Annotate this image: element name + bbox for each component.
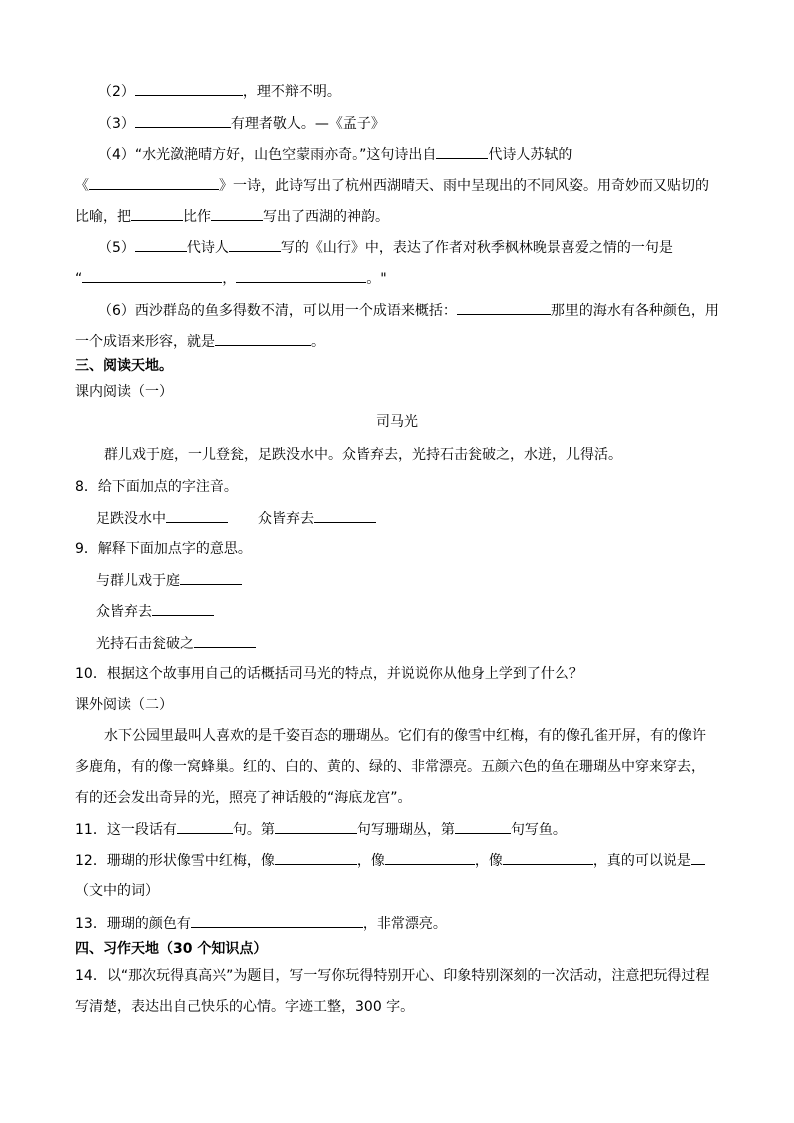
question-6-line-1: （6）西沙群岛的鱼多得数不清，可以用一个成语来概括： 那里的海水有各种颜色，用 [98, 300, 719, 320]
question-4-line-2: 《 》一诗，此诗写出了杭州西湖晴天、雨中呈现出的不同风姿。用奇妙而又贴切的 [75, 175, 709, 195]
answer-blank[interactable] [166, 508, 228, 523]
question-6-line-2: 一个成语来形容，就是 。 [75, 331, 325, 351]
section-3-heading: 三、阅读天地。 [75, 358, 173, 374]
answer-blank[interactable] [177, 819, 233, 834]
answer-blank[interactable] [236, 268, 366, 283]
question-5-line-1: （5） 代诗人 写的《山行》中，表达了作者对秋季枫林晚景喜爱之情的一句是 [98, 237, 673, 257]
answer-blank[interactable] [436, 144, 488, 159]
question-8-items: 足跌没水中 众皆弃去 [96, 508, 376, 528]
question-13: 13．珊瑚的颜色有 ，非常漂亮。 [75, 913, 447, 933]
passage-2-line-1: 水下公园里最叫人喜欢的是千姿百态的珊瑚丛。它们有的像雪中红梅，有的像孔雀开屏，有的像许 [104, 728, 706, 744]
answer-blank[interactable] [180, 570, 242, 585]
question-9-a: 与群儿戏于庭 [96, 570, 242, 590]
question-2: （2） ，理不辩不明。 [98, 81, 341, 101]
passage-2-line-3: 有的还会发出奇异的光，照亮了神话般的“海底龙宫”。 [75, 790, 412, 806]
answer-blank[interactable] [229, 237, 281, 252]
question-9-b: 众皆弃去 [96, 601, 214, 621]
question-4-line-3: 比喻，把 比作 写出了西湖的神韵。 [75, 206, 389, 226]
answer-blank[interactable] [215, 331, 311, 346]
section-4-heading: 四、习作天地（30 个知识点） [75, 941, 268, 957]
passage-text: 群儿戏于庭，一儿登瓮，足跌没水中。众皆弃去，光持石击瓮破之，水迸，儿得活。 [104, 447, 622, 463]
question-10: 10．根据这个故事用自己的话概括司马光的特点，并说说你从他身上学到了什么？ [75, 666, 583, 682]
answer-blank[interactable] [135, 113, 231, 128]
answer-blank[interactable] [152, 601, 214, 616]
question-12-line-2: （文中的词） [75, 883, 159, 899]
question-14-line-2: 写清楚，表达出自己快乐的心情。字迹工整，300 字。 [75, 999, 415, 1015]
passage-title: 司马光 [376, 414, 418, 430]
question-12: 12．珊瑚的形状像雪中红梅，像 ，像 ，像 ，真的可以说是 [75, 850, 705, 870]
answer-blank[interactable] [82, 268, 222, 283]
question-3: （3） 有理者敬人。—《孟子》 [98, 113, 385, 133]
answer-blank[interactable] [275, 819, 357, 834]
passage-2-line-2: 多鹿角，有的像一窝蜂巢。红的、白的、黄的、绿的、非常漂亮。五颜六色的鱼在珊瑚丛中穿来穿去， [75, 759, 705, 775]
reading-2-label: 课外阅读（二） [75, 697, 173, 713]
question-5-line-2: “ ， 。" [75, 268, 387, 288]
answer-blank[interactable] [211, 206, 263, 221]
question-8: 8．给下面加点的字注音。 [75, 479, 238, 495]
question-4-line-1: （4）“水光潋滟晴方好，山色空蒙雨亦奇。”这句诗出自 代诗人苏轼的 [98, 144, 572, 164]
answer-blank[interactable] [455, 819, 511, 834]
answer-blank[interactable] [385, 850, 475, 865]
answer-blank[interactable] [194, 633, 256, 648]
answer-blank[interactable] [457, 300, 551, 315]
answer-blank[interactable] [89, 175, 219, 190]
answer-blank[interactable] [503, 850, 593, 865]
answer-blank[interactable] [314, 508, 376, 523]
question-9: 9．解释下面加点字的意思。 [75, 541, 252, 557]
reading-1-label: 课内阅读（一） [75, 384, 173, 400]
question-11: 11．这一段话有 句。第 句写珊瑚丛，第 句写鱼。 [75, 819, 567, 839]
answer-blank[interactable] [191, 913, 363, 928]
question-9-c: 光持石击瓮破之 [96, 633, 256, 653]
answer-blank[interactable] [275, 850, 357, 865]
question-14-line-1: 14．以“那次玩得真高兴”为题目，写一写你玩得特别开心、印象特别深刻的一次活动，注意把玩得过程 [75, 968, 710, 984]
answer-blank[interactable] [135, 237, 187, 252]
answer-blank[interactable] [691, 850, 705, 865]
answer-blank[interactable] [135, 81, 243, 96]
answer-blank[interactable] [131, 206, 183, 221]
